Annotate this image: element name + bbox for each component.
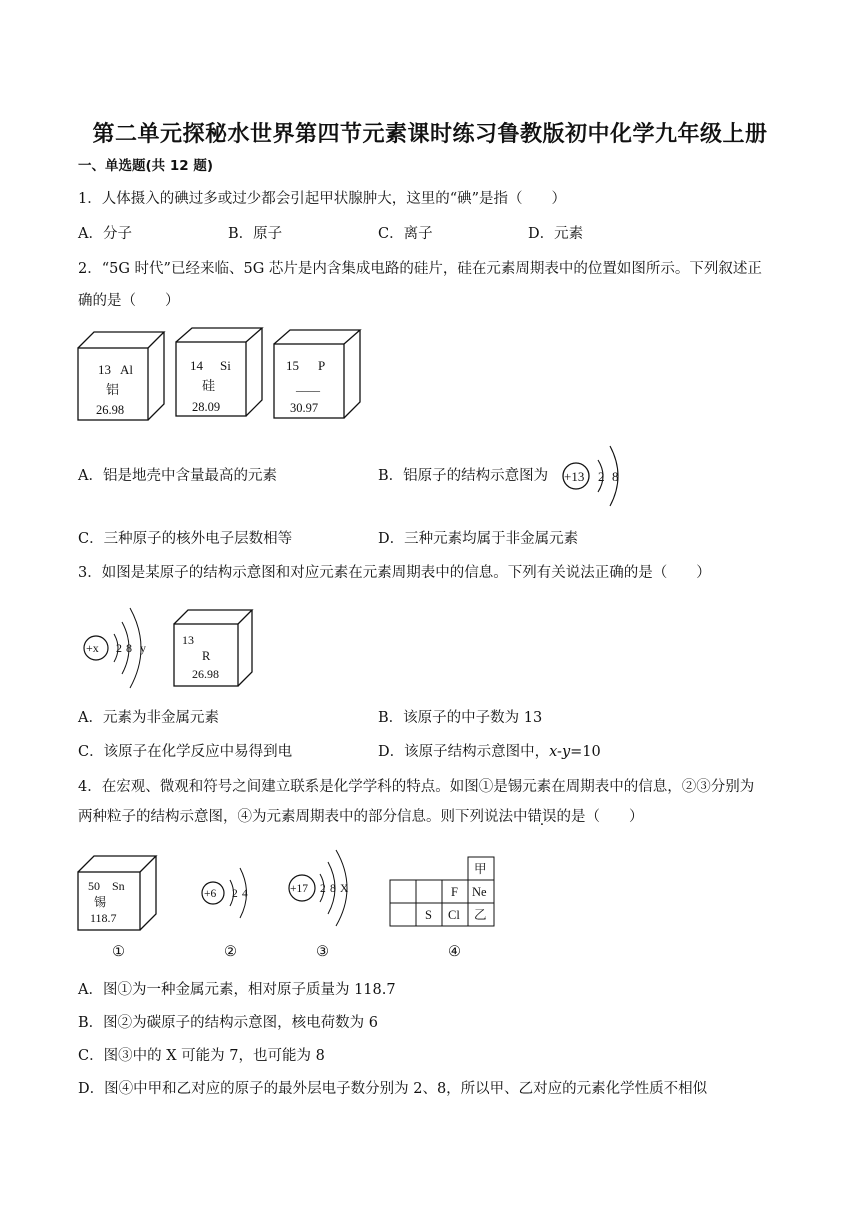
- q4-tin-element-cell: [76, 854, 160, 934]
- q4-stem-emphasis: 错误: [527, 809, 557, 825]
- shell-2-count: 4: [242, 888, 248, 900]
- q3-option-d-prefix: D．该原子结构示意图中，: [378, 744, 550, 760]
- cell-p-name-blank: ____: [296, 379, 320, 393]
- q4-stem-line2-post: 的是（ ）: [556, 809, 644, 825]
- shell-2-count: 8: [330, 883, 336, 895]
- figure-label-2: ②: [224, 944, 237, 960]
- q1-option-a: A．分子: [78, 226, 132, 242]
- cell-al-name: 铝: [106, 382, 120, 397]
- cell-r-symbol: R: [202, 649, 211, 663]
- q3-option-d-math: x-y: [549, 744, 571, 760]
- shell-1-count: 2: [598, 469, 605, 484]
- cell-al-mass: 26.98: [96, 403, 125, 417]
- q4-stem-line1: 4．在宏观、微观和符号之间建立联系是化学学科的特点。如图①是锡元素在周期表中的信息，②③分别为: [78, 779, 755, 795]
- cell-p-symbol: P: [318, 358, 326, 373]
- figure-label-1: ①: [112, 944, 125, 960]
- cell-sn-mass: 118.7: [90, 911, 117, 925]
- table-cell-f: F: [451, 885, 458, 899]
- cell-al-symbol: Al: [120, 362, 133, 377]
- q3-option-c: C．该原子在化学反应中易得到电: [78, 744, 293, 760]
- q2-periodic-cells-figure: [76, 328, 366, 424]
- q4-option-d: D．图④中甲和乙对应的原子的最外层电子数分别为 2、8，所以甲、乙对应的元素化学性质不相似: [78, 1081, 708, 1097]
- cell-p-number: 15: [286, 358, 299, 373]
- q3-option-a: A．元素为非金属元素: [78, 710, 219, 726]
- cell-al-number: 13: [98, 362, 111, 377]
- figure-label-4: ④: [448, 944, 461, 960]
- q4-stem-line2: [78, 808, 644, 826]
- q2-stem-line1: 2．“5G 时代”已经来临、5G 芯片是内含集成电路的硅片，硅在元素周期表中的位置如图所示。下列叙述正: [78, 261, 762, 277]
- q4-carbon-atom-diagram: [196, 862, 266, 924]
- q4-option-b: B．图②为碳原子的结构示意图，核电荷数为 6: [78, 1015, 378, 1031]
- q2-option-d: D．三种元素均属于非金属元素: [378, 531, 579, 547]
- shell-2-count: 8: [612, 469, 619, 484]
- q1-option-b: B．原子: [228, 226, 283, 242]
- table-cell-cl: Cl: [448, 908, 460, 922]
- nucleus-charge: +x: [86, 641, 99, 655]
- aluminum-atom-structure-diagram: [556, 436, 636, 516]
- shell-1-count: 2: [232, 888, 238, 900]
- shell-3-count: X: [340, 883, 349, 895]
- q3-stem: 3．如图是某原子的结构示意图和对应元素在元素周期表中的信息。下列有关说法正确的是（ ）: [78, 565, 711, 581]
- q2-option-c: C．三种原子的核外电子层数相等: [78, 531, 293, 547]
- q3-atom-structure-diagram: [80, 604, 160, 694]
- figure-label-3: ③: [316, 944, 329, 960]
- q2-option-b: B．铝原子的结构示意图为: [378, 468, 549, 484]
- cell-si-mass: 28.09: [192, 400, 221, 414]
- nucleus-charge: +6: [204, 888, 217, 900]
- q3-element-cell-r: [172, 608, 256, 690]
- q1-option-c: C．离子: [378, 226, 433, 242]
- page-title: 第二单元探秘水世界第四节元素课时练习鲁教版初中化学九年级上册: [92, 122, 768, 147]
- cell-sn-number: 50: [88, 879, 100, 893]
- q2-option-a: A．铝是地壳中含量最高的元素: [78, 468, 277, 484]
- cell-r-number: 13: [182, 633, 194, 647]
- cell-sn-name: 锡: [94, 895, 107, 909]
- shell-1-count: 2: [116, 641, 122, 655]
- q4-option-c: C．图③中的 X 可能为 7，也可能为 8: [78, 1048, 325, 1064]
- q4-stem-line2-pre: 两种粒子的结构示意图，④为元素周期表中的部分信息。则下列说法中: [78, 809, 528, 825]
- shell-3-count: y: [140, 641, 146, 655]
- q4-chlorine-atom-diagram: [286, 848, 370, 930]
- cell-si-number: 14: [190, 358, 203, 373]
- cell-si-name: 硅: [202, 378, 216, 393]
- q1-stem: 1．人体摄入的碘过多或过少都会引起甲状腺肿大，这里的“碘”是指（ ）: [78, 191, 567, 207]
- q1-option-d: D．元素: [528, 226, 584, 242]
- cell-p-mass: 30.97: [290, 401, 319, 415]
- table-cell-jia: 甲: [474, 862, 487, 876]
- table-cell-ne: Ne: [472, 885, 487, 899]
- shell-1-count: 2: [320, 883, 326, 895]
- table-cell-yi: 乙: [474, 908, 487, 922]
- shell-2-count: 8: [126, 641, 132, 655]
- table-cell-s: S: [425, 908, 432, 922]
- q4-option-a: A．图①为一种金属元素，相对原子质量为 118.7: [78, 982, 396, 998]
- q4-partial-periodic-table: [388, 856, 498, 928]
- nucleus-charge: +13: [564, 469, 585, 484]
- q2-stem-line2: 确的是（ ）: [78, 293, 180, 309]
- cell-r-mass: 26.98: [192, 667, 219, 681]
- q3-option-d: [378, 743, 601, 761]
- q3-option-d-suffix: =10: [570, 744, 601, 760]
- nucleus-charge: +17: [290, 883, 308, 895]
- cell-sn-symbol: Sn: [112, 879, 125, 893]
- cell-si-symbol: Si: [220, 358, 231, 373]
- q3-option-b: B．该原子的中子数为 13: [378, 710, 543, 726]
- section-heading: 一、单选题(共 12 题): [78, 158, 214, 174]
